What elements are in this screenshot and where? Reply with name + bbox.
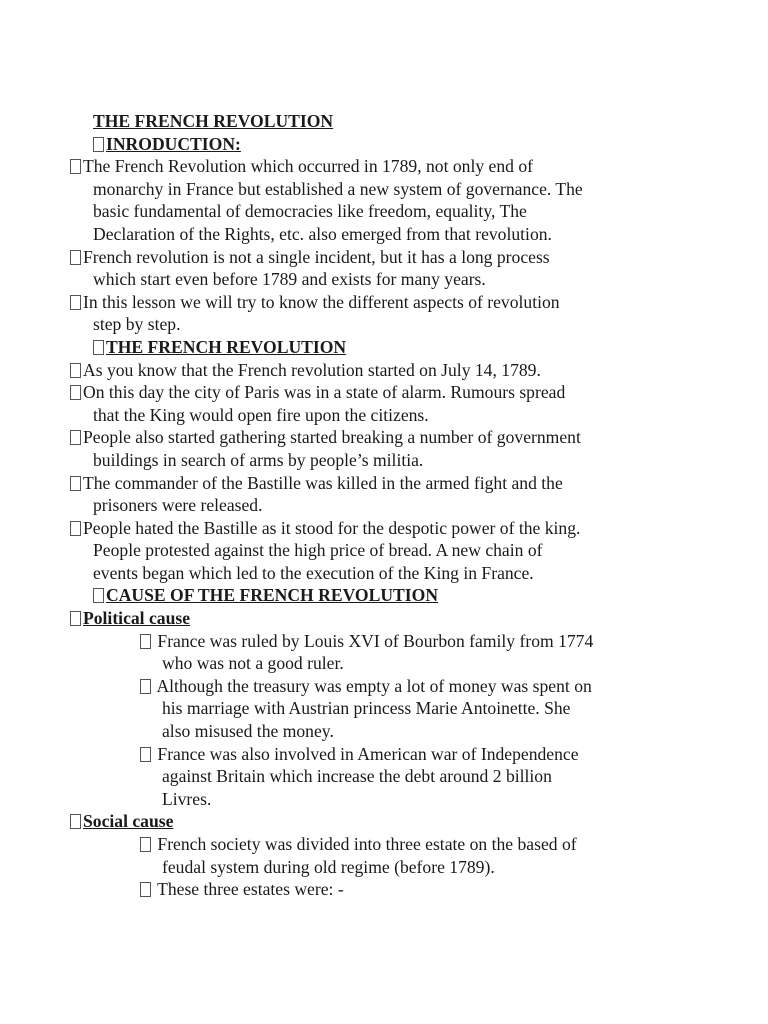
sub-bullet-line: his marriage with Austrian princess Marie Antoinette. She — [162, 698, 571, 719]
bullet-box-icon — [140, 882, 151, 897]
paragraph-line: The French Revolution which occurred in 1789, not only end of — [70, 155, 680, 178]
paragraph-line: prisoners were released. — [93, 495, 263, 516]
sub-bullet-line: France was ruled by Louis XVI of Bourbon family from 1774 — [70, 630, 680, 653]
bullet-box-icon — [70, 814, 81, 829]
bullet-box-icon — [140, 634, 151, 649]
sub-bullet-line: French society was divided into three estate on the based of — [70, 833, 680, 856]
sub-bullet-line: feudal system during old regime (before 1789). — [162, 856, 495, 877]
sub-bullet-line: against Britain which increase the debt around 2 billion — [162, 766, 552, 787]
paragraph-line: basic fundamental of democracies like freedom, equality, The — [93, 201, 527, 222]
paragraph-line: On this day the city of Paris was in a state of alarm. Rumours spread — [70, 381, 680, 404]
document-body — [70, 110, 680, 901]
bullet-box-icon — [70, 611, 81, 626]
bullet-box-icon — [70, 250, 81, 265]
bullet-box-icon — [70, 430, 81, 445]
sub-bullet-line: who was not a good ruler. — [162, 653, 344, 674]
paragraph-line: step by step. — [93, 314, 181, 335]
paragraph-line: French revolution is not a single incident, but it has a long process — [70, 246, 680, 269]
paragraph-line: People also started gathering started breaking a number of government — [70, 426, 680, 449]
subheading-social-cause: Social cause — [70, 810, 680, 833]
section-heading-french-revolution: THE FRENCH REVOLUTION — [70, 336, 680, 359]
sub-bullet-line: France was also involved in American war of Independence — [70, 743, 680, 766]
bullet-box-icon — [140, 679, 151, 694]
paragraph-line: which start even before 1789 and exists for many years. — [93, 269, 486, 290]
paragraph-line: People hated the Bastille as it stood for the despotic power of the king. — [70, 517, 680, 540]
bullet-box-icon — [70, 521, 81, 536]
bullet-box-icon — [140, 747, 151, 762]
sub-bullet-line: Although the treasury was empty a lot of money was spent on — [70, 675, 680, 698]
sub-bullet-line: also misused the money. — [162, 721, 334, 742]
bullet-box-icon — [140, 837, 151, 852]
bullet-box-icon — [93, 588, 104, 603]
paragraph-line: events began which led to the execution of the King in France. — [93, 562, 534, 583]
bullet-box-icon — [93, 137, 104, 152]
section-heading-introduction: INRODUCTION: — [70, 133, 680, 156]
bullet-box-icon — [70, 476, 81, 491]
bullet-box-icon — [70, 159, 81, 174]
paragraph-line: buildings in search of arms by people’s militia. — [93, 449, 424, 470]
paragraph-line: In this lesson we will try to know the different aspects of revolution — [70, 291, 680, 314]
paragraph-line: The commander of the Bastille was killed in the armed fight and the — [70, 472, 680, 495]
bullet-box-icon — [70, 295, 81, 310]
section-heading-causes: CAUSE OF THE FRENCH REVOLUTION — [70, 584, 680, 607]
bullet-box-icon — [70, 385, 81, 400]
bullet-box-icon — [93, 340, 104, 355]
paragraph-line: monarchy in France but established a new system of governance. The — [93, 178, 583, 199]
paragraph-line: that the King would open fire upon the citizens. — [93, 404, 429, 425]
paragraph-line: As you know that the French revolution started on July 14, 1789. — [70, 359, 680, 382]
paragraph-line: People protested against the high price of bread. A new chain of — [93, 540, 543, 561]
sub-bullet-line: Livres. — [162, 788, 212, 809]
paragraph-line: Declaration of the Rights, etc. also emerged from that revolution. — [93, 223, 552, 244]
document-title: THE FRENCH REVOLUTION — [93, 111, 334, 131]
bullet-box-icon — [70, 363, 81, 378]
sub-bullet-line: These three estates were: - — [70, 878, 680, 901]
subheading-political-cause: Political cause — [70, 607, 680, 630]
